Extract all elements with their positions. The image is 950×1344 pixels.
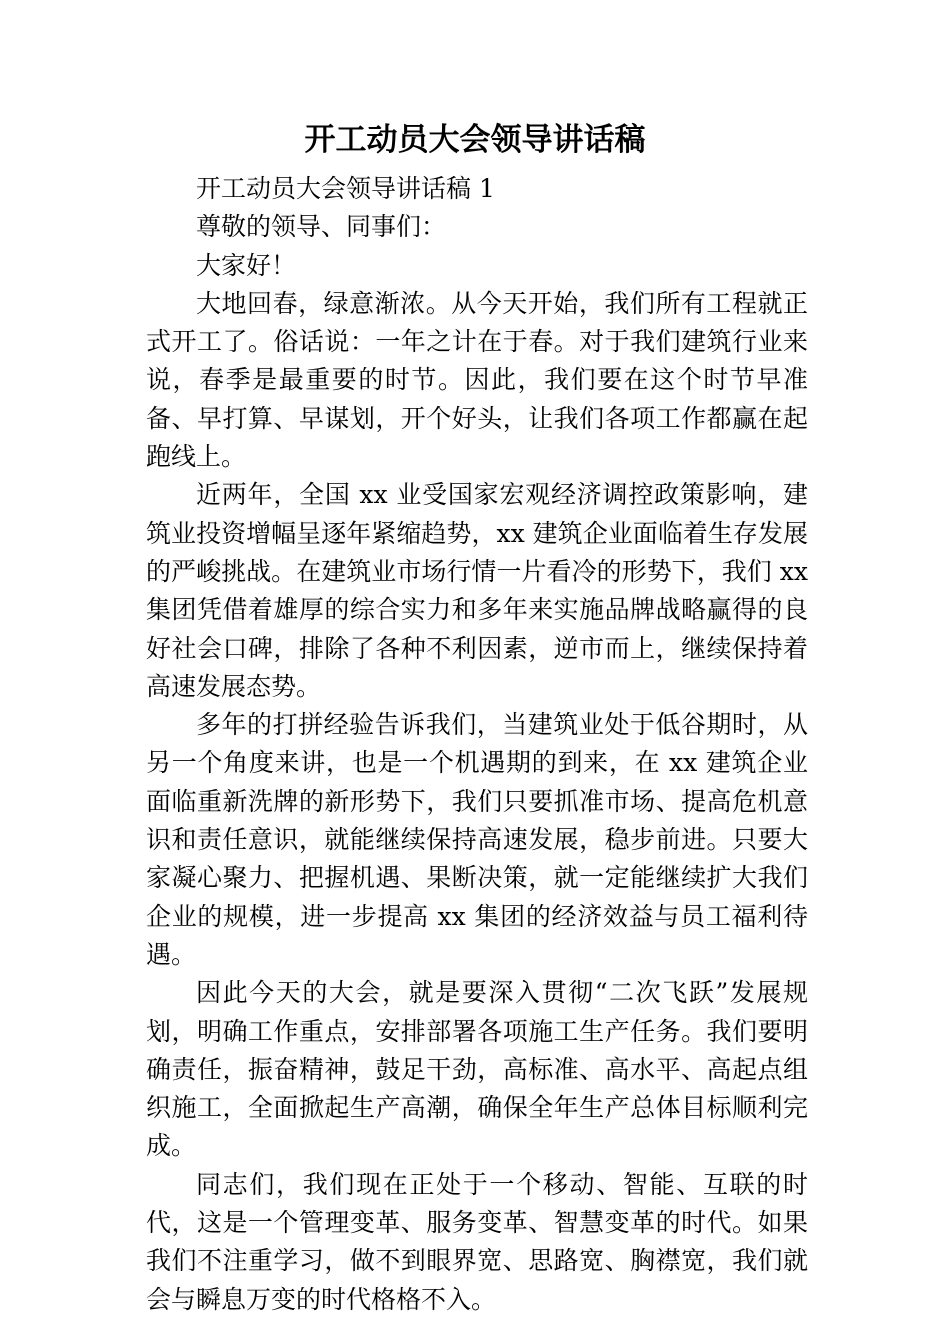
paragraph: 同志们，我们现在正处于一个移动、智能、互联的时代，这是一个管理变革、服务变革、智慧变革的时代。如果我们不注重学习，做不到眼界宽、思路宽、胸襟宽，我们就会与瞬息万变的时代格格不入。 [146,1169,808,1314]
paragraph-greeting: 大家好！ [196,250,297,280]
paragraph: 近两年，全国 xx 业受国家宏观经济调控政策影响，建筑业投资增幅呈逐年紧缩趋势，xx 建筑企业面临着生存发展的严峻挑战。在建筑业市场行情一片看冷的形势下，我们 xx 集团凭借着雄厚的综合实力和多年来实施品牌战略赢得的良好社会口碑，排除了各种不利因素，逆市而上，继续保持着高速发展态势。 [146,480,808,701]
paragraph: 多年的打拼经验告诉我们，当建筑业处于低谷期时，从另一个角度来讲，也是一个机遇期的到来，在 xx 建筑企业面临重新洗牌的新形势下，我们只要抓准市场、提高危机意识和责任意识，就能继续保持高速发展，稳步前进。只要大家凝心聚力、把握机遇、果断决策，就一定能继续扩大我们企业的规模，进一步提高 xx 集团的经济效益与员工福利待遇。 [146,710,808,969]
paragraph: 大地回春，绿意渐浓。从今天开始，我们所有工程就正式开工了。俗话说：一年之计在于春。对于我们建筑行业来说，春季是最重要的时节。因此，我们要在这个时节早准备、早打算、早谋划，开个好头，让我们各项工作都赢在起跑线上。 [146,288,808,472]
paragraph: 因此今天的大会，就是要深入贯彻“二次飞跃”发展规划，明确工作重点，安排部署各项施工生产任务。我们要明确责任，振奋精神，鼓足干劲，高标准、高水平、高起点组织施工，全面掀起生产高潮，确保全年生产总体目标顺利完成。 [146,978,808,1161]
document-body [146,170,808,1319]
paragraph-salutation: 尊敬的领导、同事们： [196,212,447,242]
paragraph-heading: 开工动员大会领导讲话稿 1 [196,174,495,203]
document-title: 开工动员大会领导讲话稿 [304,122,646,158]
